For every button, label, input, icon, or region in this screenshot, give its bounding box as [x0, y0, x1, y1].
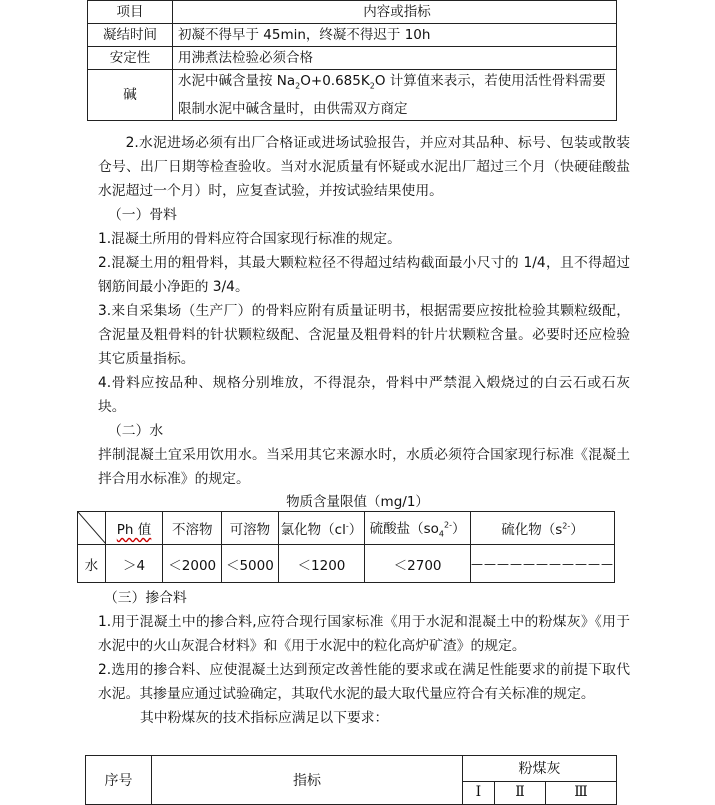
paragraph-aggregate-2: 2.混凝土用的粗骨料，其最大颗粒粒径不得超过结构截面最小尺寸的 1/4，且不得超过钢筋间最小净距的 3/4。: [98, 255, 630, 295]
table-row: [88, 47, 617, 70]
superscript: 2-: [562, 521, 571, 531]
header-cell: 不溶物: [163, 512, 222, 545]
header-label: 硫酸盐（so: [369, 521, 439, 538]
table-cell: 用沸煮法检验必须合格: [173, 47, 617, 70]
table-cell: ＜5000: [222, 545, 279, 583]
corner-cell: [78, 512, 106, 545]
paragraph-aggregate-1: 1.混凝土所用的骨料应符合国家现行标准的规定。: [98, 231, 401, 247]
header-cell: 氯化物（cl-）: [278, 512, 364, 545]
superscript: -: [345, 521, 349, 531]
row-label: 水: [78, 545, 106, 583]
table-cell: 初凝不得早于 45min，终凝不得迟于 10h: [173, 24, 617, 47]
table-cell: [173, 70, 617, 121]
table-cell: ＜2000: [163, 545, 222, 583]
header-cell: 指标: [152, 756, 463, 805]
grade-cell: Ⅲ: [546, 781, 617, 804]
table-cell: ＜2700: [365, 545, 471, 583]
table-cell: ＜1200: [278, 545, 364, 583]
grade-cell: Ⅰ: [463, 781, 495, 804]
table-row: [78, 545, 615, 583]
paragraph-aggregate-4: 4.骨料应按品种、规格分别堆放，不得混杂，骨料中严禁混入煅烧过的白云石或石灰块。: [98, 375, 630, 415]
diagonal-line: [78, 512, 106, 544]
paragraph-flyash-intro: 其中粉煤灰的技术指标应满足以下要求：: [140, 710, 389, 726]
subscript: 2: [295, 81, 301, 91]
header-cell: 序号: [86, 756, 152, 805]
header-cell: 硫化物$(s^{2-})$: [471, 512, 615, 545]
header-cell: 可溶物: [222, 512, 279, 545]
header-cell: 粉煤灰: [463, 756, 617, 782]
table-cell: 碱: [88, 70, 173, 121]
subscript: 2: [369, 81, 375, 91]
text-run: 水泥中碱含量按 Na: [178, 73, 296, 89]
table-row: [78, 512, 615, 545]
water-limits-table: [77, 511, 615, 583]
table-cell: ＞4: [105, 545, 163, 583]
header-cell: 硫酸盐$(so_4^{2-})$: [365, 512, 471, 545]
header-cell: [105, 512, 163, 545]
header-cell: 项目: [88, 1, 173, 24]
table-cell: 凝结时间: [88, 24, 173, 47]
water-table-title: 物质含量限值（mg/1）: [286, 494, 429, 510]
dash-placeholder: ———————————: [471, 556, 614, 571]
cement-spec-table: [87, 0, 617, 121]
header-label: Ph 值: [116, 522, 152, 538]
text-run: O 计算值来表示，若使用活性骨料需要限制水泥中碱含量时，由供需双方商定: [178, 73, 606, 117]
paragraph-aggregate-3: 3.来自采集场（生产厂）的骨料应附有质量证明书，根据需要应按批检验其颗粒级配，含泥量及粗骨料的针状颗粒级配、含泥量及粗骨料的针片状颗粒含量。必要时还应检验其它质量指标。: [98, 303, 630, 367]
subscript: 4: [438, 529, 445, 539]
paragraph-admixture-1: 1.用于混凝土中的掺合料,应符合现行国家标准《用于水泥和混凝土中的粉煤灰》《用于水泥中的火山灰混合材料》和《用于水泥中的粒化高炉矿渣》的规定。: [98, 614, 630, 654]
table-row: [88, 1, 617, 24]
heading-aggregate: （一）骨料: [108, 207, 177, 223]
flyash-spec-table: [85, 755, 617, 805]
header-cell: 内容或指标: [173, 1, 617, 24]
table-row: [88, 70, 617, 121]
table-row: [86, 756, 617, 782]
text-run: O+0.685K: [300, 73, 370, 89]
header-label: 硫化物（s: [501, 522, 563, 538]
superscript: 2-: [444, 520, 452, 530]
header-label: 氯化物（cl: [280, 522, 346, 538]
paragraph-cement-inspection: 2.水泥进场必须有出厂合格证或进场试验报告，并应对其品种、标号、包装或散装仓号、出厂日期等检查验收。当对水泥质量有怀疑或水泥出厂超过三个月（快硬硅酸盐水泥超过一个月）时，应复查试验，并按试验结果使用。: [98, 135, 630, 199]
grade-cell: Ⅱ: [494, 781, 545, 804]
paragraph-water: 拌制混凝土宜采用饮用水。当采用其它来源水时，水质必须符合国家现行标准《混凝土拌合用水标准》的规定。: [98, 447, 630, 487]
heading-admixture: （三）掺合料: [104, 590, 187, 606]
heading-water: （二）水: [108, 423, 164, 439]
table-cell: [471, 545, 615, 583]
paragraph-admixture-2: 2.选用的掺合料、应使混凝土达到预定改善性能的要求或在满足性能要求的前提下取代水泥。其掺量应通过试验确定，其取代水泥的最大取代量应符合有关标准的规定。: [98, 662, 630, 702]
table-row: [88, 24, 617, 47]
table-cell: 安定性: [88, 47, 173, 70]
